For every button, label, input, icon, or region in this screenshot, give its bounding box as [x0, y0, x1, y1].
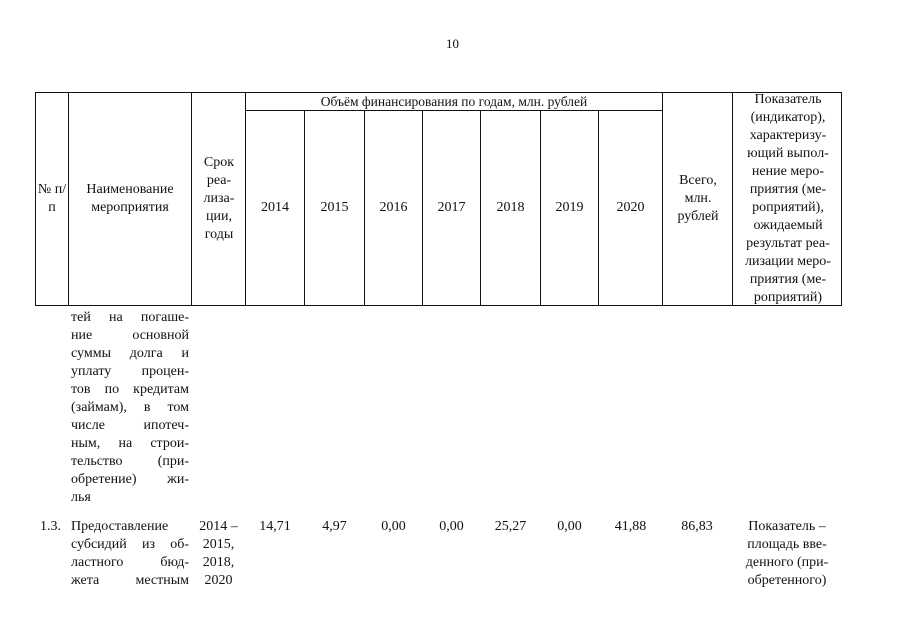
text-line: 2020: [204, 573, 233, 588]
text-line: тельство (при-: [71, 454, 189, 469]
text-line: ние основной: [71, 328, 189, 343]
header-year-2019: 2019: [555, 200, 584, 215]
header-year-2016: 2016: [379, 200, 408, 215]
value-2018: 25,27: [494, 519, 527, 534]
column-divider: [732, 93, 733, 305]
text-line: обретение) жи-: [71, 472, 189, 487]
text-line: 2018,: [202, 555, 235, 570]
text-line: 2015,: [202, 537, 235, 552]
value-2020: 41,88: [614, 519, 647, 534]
row-indicator: [735, 518, 839, 590]
value-2014: 14,71: [259, 519, 291, 534]
text-line: числе ипотеч-: [71, 418, 189, 433]
row-number: 1.3.: [40, 519, 61, 534]
text-line: Предоставление: [71, 519, 169, 534]
row-term: [191, 518, 246, 590]
text-line: тей на погаше-: [71, 310, 189, 325]
text-line: суммы долга и: [71, 346, 189, 361]
text-line: ным, на строи-: [71, 436, 189, 451]
text-line: уплату процен-: [71, 364, 189, 379]
header-col-indicator: Показатель (индикатор), характеризу-ющий выпол-нение меро-приятия (ме-роприятий), ожидаемый результат реа-лизации меро-приятия (ме-роприятий): [745, 92, 831, 305]
row-name: [71, 518, 189, 590]
text-line: площадь вве-: [747, 537, 827, 552]
header-col-total: Всего, млн. рублей: [677, 173, 719, 224]
header-funding-group: Объём финансирования по годам, млн. рублей: [320, 93, 588, 109]
value-total: 86,83: [681, 519, 713, 534]
text-line: тов по кредитам: [71, 382, 189, 397]
text-line: обретенного): [747, 573, 827, 588]
value-2017: 0,00: [439, 519, 464, 534]
text-line: лья: [71, 490, 91, 505]
header-col-term: Срок реа-лиза-ции, годы: [203, 155, 235, 242]
text-line: Показатель –: [748, 519, 826, 534]
header-year-2014: 2014: [261, 200, 289, 215]
text-line: жета местным: [71, 573, 189, 588]
table-header: [35, 92, 842, 306]
column-divider: [662, 93, 663, 305]
value-2016: 0,00: [381, 519, 406, 534]
value-2019: 0,00: [557, 519, 582, 534]
continuation-name-text: [71, 309, 189, 507]
text-line: субсидий из об-: [71, 537, 189, 552]
text-line: денного (при-: [745, 555, 829, 570]
header-year-2018: 2018: [496, 200, 525, 215]
header-col-name: Наименование мероприятия: [86, 182, 174, 215]
text-line: (займам), в том: [71, 400, 189, 415]
text-line: 2014 –: [199, 519, 238, 534]
header-year-2020: 2020: [616, 200, 645, 215]
text-line: ластного бюд-: [71, 555, 189, 570]
column-divider: [191, 93, 192, 305]
header-col-number: № п/п: [37, 182, 67, 215]
page-number: 10: [446, 36, 459, 51]
header-year-2015: 2015: [320, 200, 349, 215]
value-2015: 4,97: [322, 519, 347, 534]
header-year-2017: 2017: [437, 200, 466, 215]
